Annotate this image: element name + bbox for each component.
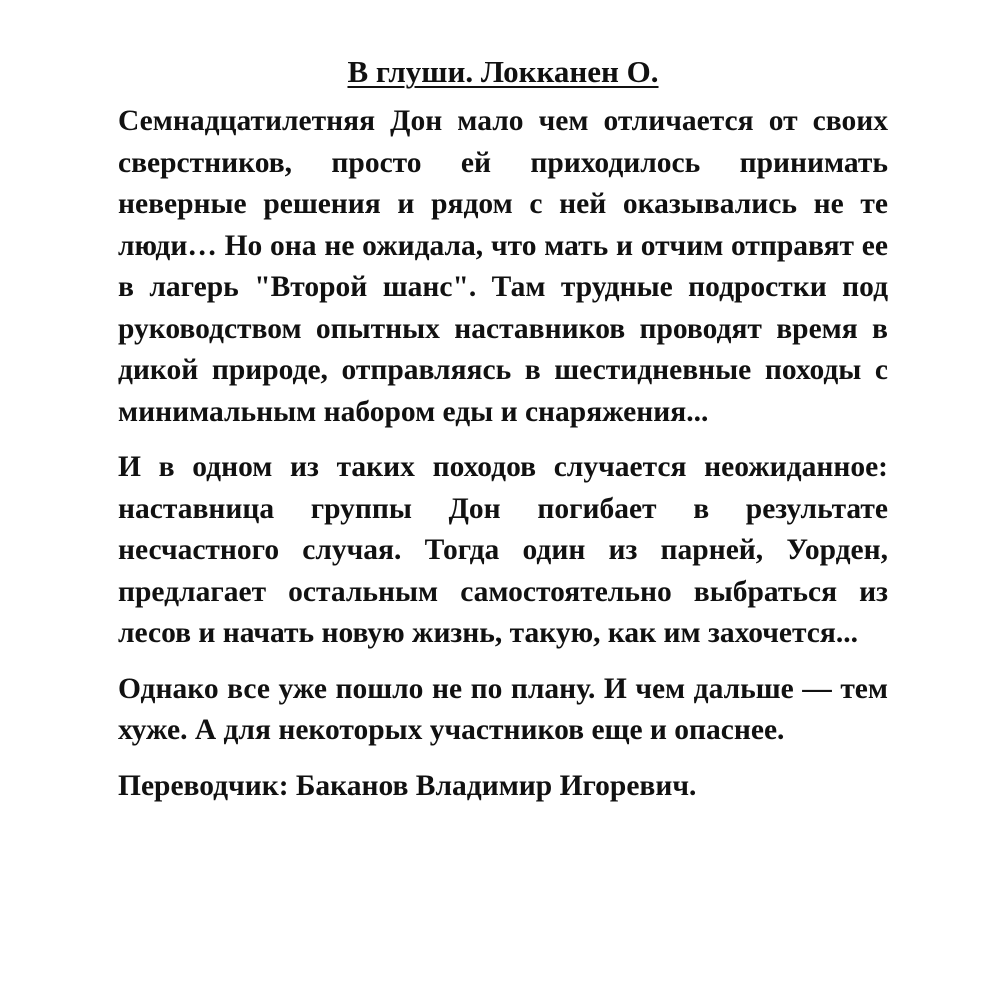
synopsis-paragraph-1: Семнадцатилетняя Дон мало чем отличается от своих сверстников, просто ей приходилось принимать неверные решения и рядом с ней оказывались не те люди… Но она не ожидала, что мать и отчим отправят ее в лагерь "Второй шанс". Там трудные подростки под руководством опытных наставников проводят время в дикой природе, отправляясь в шестидневные походы с минимальным набором еды и снаряжения...: [118, 105, 888, 428]
synopsis-paragraph-3: Однако все уже пошло не по плану. И чем дальше — тем хуже. А для некоторых участников еще и опаснее.: [118, 672, 888, 746]
document-page: [118, 52, 888, 807]
synopsis-paragraph-2: И в одном из таких походов случается неожиданное: наставница группы Дон погибает в результате несчастного случая. Тогда один из парней, Уорден, предлагает остальным самостоятельно выбраться из лесов и начать новую жизнь, такую, как им захочется...: [118, 451, 888, 649]
book-title: В глуши. Локканен О.: [347, 54, 659, 89]
translator-credit: Переводчик: Баканов Владимир Игоревич.: [118, 769, 697, 802]
